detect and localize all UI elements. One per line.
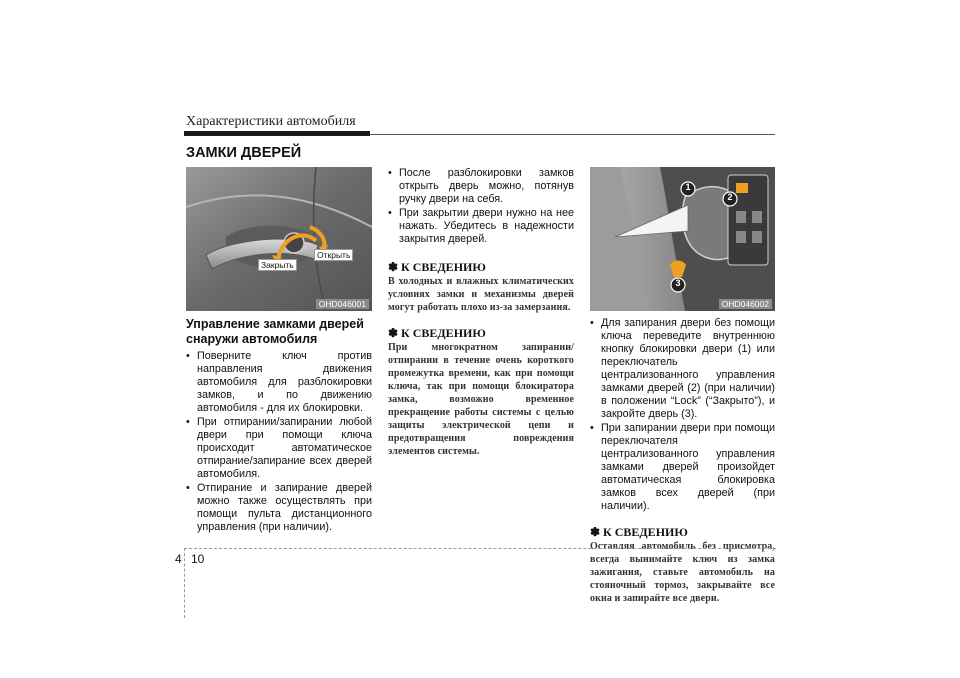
interior-door-drawing [590, 167, 775, 311]
caution-title: ✽ К СВЕДЕНИЮ [590, 525, 688, 539]
column-3 [590, 317, 775, 605]
header-rule [370, 134, 775, 135]
page-number: 10 [191, 552, 205, 566]
subsection-title: Управление замками дверей снаружи автомобиля [186, 317, 364, 346]
list-item: • При отпирании/запирании любой двери при помощи ключа происходит автоматическое отпирание/запирание всех дверей автомобиля. [186, 416, 372, 481]
caution-body: Оставляя автомобиль без присмотра, всегда вынимайте ключ из замка зажигания, ставьте автомобиль на стояночный тормоз, закрывайте все окна и запирайте все двери. [590, 541, 775, 604]
chapter-header-title: Характеристики автомобиля [186, 114, 356, 129]
list-item: • При закрытии двери нужно на нее нажать. Убедитесь в надежности закрытия дверей. [388, 207, 574, 246]
footer-vertical-rule [184, 548, 185, 618]
image-code: OHD046002 [719, 299, 772, 309]
bullet-list [388, 167, 574, 246]
list-item: • Отпирание и запирание дверей можно также осуществлять при помощи пульта дистанционного управления (при наличии). [186, 482, 372, 534]
footer-rule [184, 548, 776, 549]
column-1 [186, 317, 372, 535]
list-item: • После разблокировки замков открыть дверь можно, потянув ручку двери на себя. [388, 167, 574, 206]
interior-door-lock-illustration [590, 167, 775, 311]
section-title: ЗАМКИ ДВЕРЕЙ [186, 145, 302, 161]
label-close: Закрыть [258, 259, 297, 271]
list-item: • Для запирания двери без помощи ключа переведите внутреннюю кнопку блокировки двери (1) или переключатель централизованного управления замками дверей (2) (при наличии) в положении “Lock” (“Закрыто”), и закройте дверь (3). [590, 317, 775, 421]
chapter-number: 4 [175, 552, 182, 566]
header-tab-bar [184, 131, 370, 136]
door-handle-illustration [186, 167, 372, 311]
label-open: Открыть [314, 249, 353, 261]
caution-body: При многократном запирании/отпирании в течение очень короткого промежутка времени, как при помощи ключа, так при помощи блокиратора замка, возможно временное прекращение работы системы с целью защиты электрической цепи и предотвращения повреждения элементов системы. [388, 342, 574, 457]
bullet-list [186, 350, 372, 534]
list-item: • При запирании двери при помощи переключателя централизованного управления замками дверей произойдет автоматическая блокировка замков всех дверей (при наличии). [590, 422, 775, 513]
callout-1: 1 [685, 182, 691, 192]
callout-3: 3 [675, 278, 681, 288]
bullet-list [590, 317, 775, 513]
list-item: • Поверните ключ против направления движения автомобиля для разблокировки замков, и по движению автомобиля - для их блокировки. [186, 350, 372, 415]
door-handle-drawing [186, 167, 372, 311]
column-2 [388, 167, 574, 458]
caution-title: ✽ К СВЕДЕНИЮ [388, 260, 486, 274]
image-code: OHD046001 [316, 299, 369, 309]
caution-title: ✽ К СВЕДЕНИЮ [388, 326, 486, 340]
callout-2: 2 [727, 192, 733, 202]
caution-body: В холодных и влажных климатических условиях замки и механизмы дверей могут работать плохо из-за замерзания. [388, 276, 574, 313]
